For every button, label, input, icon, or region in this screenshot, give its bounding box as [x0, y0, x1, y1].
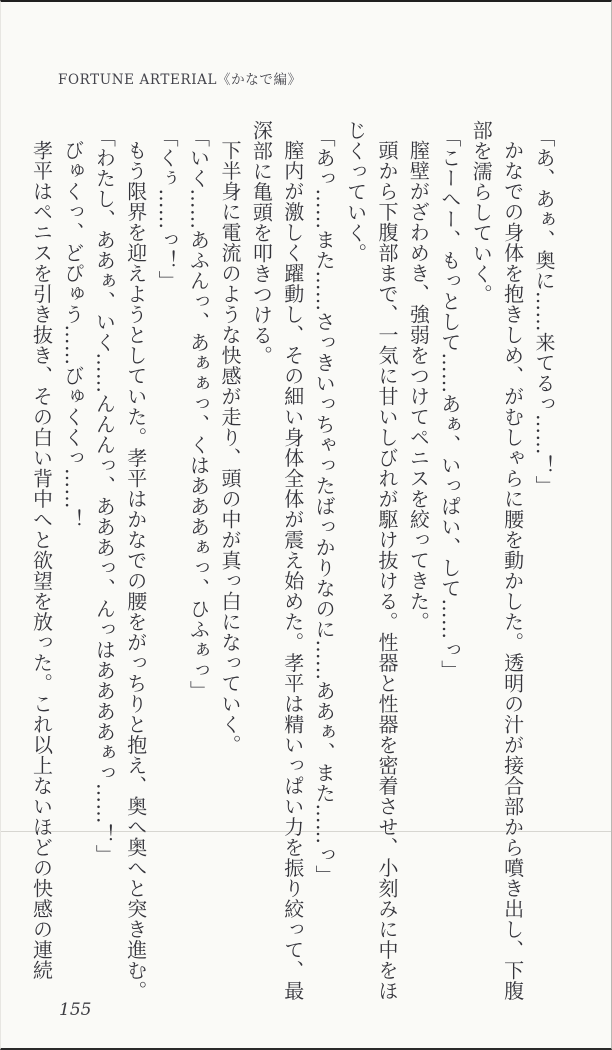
paragraph-narration: かなでの身体を抱きしめ、がむしゃらに腰を動かした。透明の汁が接合部から噴き出し、下腹部を濡らしていく。 — [469, 120, 525, 1001]
paragraph-dialogue: 「くぅ……っ！」 — [155, 127, 180, 291]
paragraph-dialogue: 「こーへー、もっとして……あぁ、いっぱい、して……っ」 — [437, 127, 462, 681]
scan-artifact-line — [1, 831, 611, 832]
paragraph-narration: びゅくっ、どぴゅう……びゅくくっ……！ — [60, 140, 85, 530]
paragraph-dialogue: 「わたし、ああぁ、いく……んんんっ、あああっ、んっはああああぁっ……！」 — [92, 127, 117, 865]
paragraph-dialogue: 「あっ……また……さっきいっちゃったばっかりなのに……ああぁ、また……っ」 — [312, 127, 337, 886]
paragraph-narration: もう限界を迎えようとしていた。孝平はかなでの腰をがっちりと抱え、奥へ奥へと突き進む。 — [123, 140, 148, 1001]
paragraph-narration: 頭から下腹部まで、一気に甘いしびれが駆け抜ける。性器と性器を密着させ、小刻みに中をほじくっていく。 — [343, 120, 399, 1001]
paragraph-narration: 下半身に電流のような快感が走り、頭の中が真っ白になっていく。 — [217, 140, 242, 755]
paragraph-narration: 膣内が激しく躍動し、その細い身体全体が震え始めた。孝平は精いっぱい力を振り絞って、最深部に亀頭を叩きつける。 — [249, 120, 305, 1001]
paragraph-narration: 膣壁がざわめき、強弱をつけてペニスを絞ってきた。 — [406, 140, 431, 632]
paragraph-dialogue: 「あ、あぁ、奥に……来てるっ……！」 — [532, 127, 556, 496]
paragraph-dialogue: 「いく……あふんっ、あぁぁっ、くはあああぁっ、ひふぁっ」 — [186, 127, 211, 701]
page-number: 155 — [59, 1000, 92, 1020]
running-header: FORTUNE ARTERIAL《かなで編》 — [58, 72, 302, 88]
paragraph-narration: 孝平はペニスを引き抜き、その白い背中へと欲望を放った。これ以上ないほどの快感の連続 — [29, 140, 54, 981]
main-text — [25, 120, 559, 1006]
